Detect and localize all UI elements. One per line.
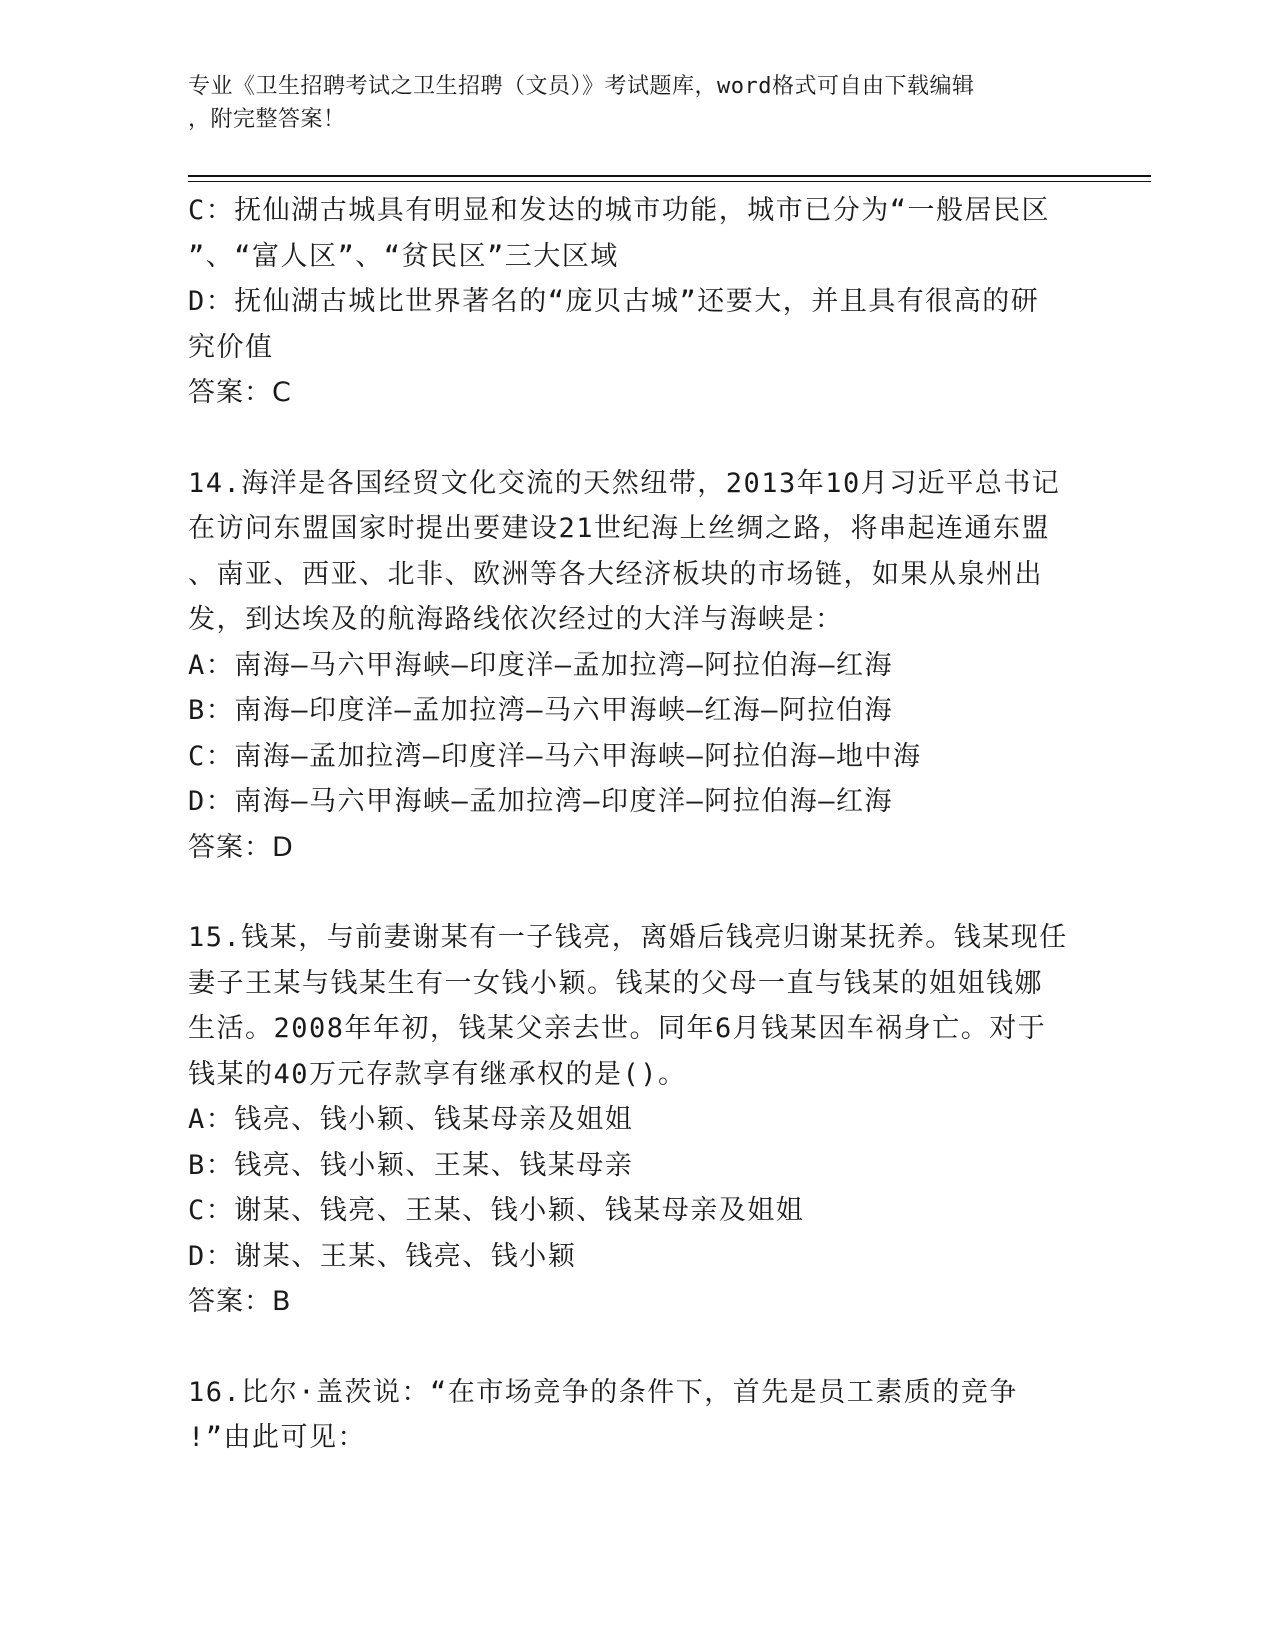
question-stem-line: 发，到达埃及的航海路线依次经过的大洋与海峡是： [188, 604, 844, 635]
question-stem-line: !”由此可见： [188, 1422, 367, 1453]
option-a: A：南海—马六甲海峡—印度洋—孟加拉湾—阿拉伯海—红海 [188, 649, 894, 681]
question-stem-line: 在访问东盟国家时提出要建设21世纪海上丝绸之路，将串起连通东盟 [188, 513, 1051, 544]
spacer [188, 870, 1088, 915]
spacer [188, 1325, 1088, 1370]
option-c: C：谢某、钱亮、王某、钱小颖、钱某母亲及姐姐 [188, 1195, 805, 1226]
option-d-line-1: D：抚仙湖古城比世界著名的“庞贝古城”还要大，并且具有很高的研 [188, 286, 1040, 317]
question-14 [188, 461, 1088, 871]
answer-15: 答案：B [188, 1286, 292, 1317]
question-13-continuation [188, 188, 1088, 416]
question-stem-line: 15.钱某，与前妻谢某有一子钱亮，离婚后钱亮归谢某抚养。钱某现任 [188, 922, 1068, 953]
option-b: B：钱亮、钱小颖、王某、钱某母亲 [188, 1149, 634, 1181]
option-d-line-2: 究价值 [188, 331, 274, 363]
question-stem-line: 、南亚、西亚、北非、欧洲等各大经济板块的市场链，如果从泉州出 [188, 558, 1043, 590]
question-stem-line: 14.海洋是各国经贸文化交流的天然纽带，2013年10月习近平总书记 [188, 467, 1061, 499]
header-divider-thin [188, 181, 1151, 182]
document-body [188, 188, 1088, 1461]
option-b: B：南海—印度洋—孟加拉湾—马六甲海峡—红海—阿拉伯海 [188, 695, 894, 726]
answer-14: 答案：D [188, 831, 294, 863]
option-c-line-2: ”、“富人区”、“贫民区”三大区域 [188, 240, 619, 272]
question-16 [188, 1370, 1088, 1461]
option-d: D：南海—马六甲海峡—孟加拉湾—印度洋—阿拉伯海—红海 [188, 786, 894, 817]
question-stem-line: 16.比尔·盖茨说：“在市场竞争的条件下，首先是员工素质的竞争 [188, 1376, 1018, 1408]
option-d: D：谢某、王某、钱亮、钱小颖 [188, 1240, 577, 1272]
header-divider-thick [188, 175, 1151, 177]
option-c: C：南海—孟加拉湾—印度洋—马六甲海峡—阿拉伯海—地中海 [188, 740, 922, 772]
question-15 [188, 915, 1088, 1325]
question-stem-line: 钱某的40万元存款享有继承权的是()。 [188, 1058, 687, 1090]
option-a: A：钱亮、钱小颖、钱某母亲及姐姐 [188, 1104, 634, 1135]
question-stem-line: 妻子王某与钱某生有一女钱小颖。钱某的父母一直与钱某的姐姐钱娜 [188, 967, 1043, 999]
spacer [188, 416, 1088, 461]
option-c-line-1: C：抚仙湖古城具有明显和发达的城市功能，城市已分为“一般居民区 [188, 195, 1051, 226]
header-line-1: 专业《卫生招聘考试之卫生招聘（文员）》考试题库，word格式可自由下载编辑 [188, 74, 975, 99]
question-stem-line: 生活。2008年年初，钱某父亲去世。同年6月钱某因车祸身亡。对于 [188, 1013, 1047, 1044]
page-header [188, 70, 1068, 136]
answer-13: 答案：C [188, 377, 292, 408]
header-line-2: ，附完整答案！ [188, 107, 346, 132]
